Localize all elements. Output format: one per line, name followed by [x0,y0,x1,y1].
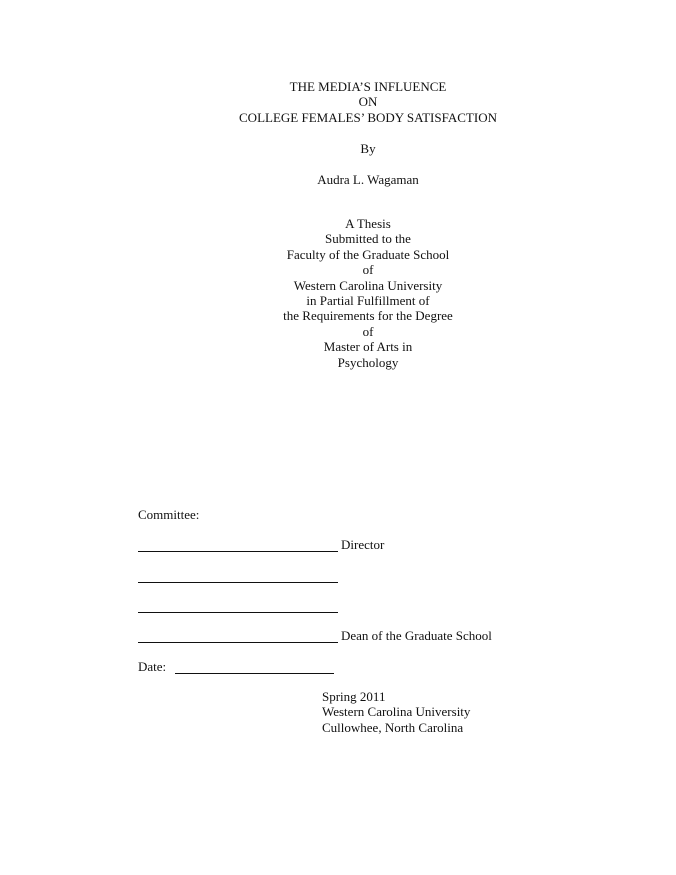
thesis-line: Master of Arts in [323,339,413,355]
footer-info [322,689,470,735]
title-line-3: COLLEGE FEMALES’ BODY SATISFACTION [239,109,497,125]
date-line [175,673,334,674]
director-role-label: Director [341,537,385,552]
thesis-line: the Requirements for the Degree [283,308,453,324]
footer-location: Cullowhee, North Carolina [322,719,464,735]
thesis-line: Western Carolina University [293,277,443,293]
thesis-line: A Thesis [345,216,391,231]
committee-label: Committee: [138,507,200,522]
thesis-line: in Partial Fulfillment of [306,293,430,309]
title-line-1: THE MEDIA’S INFLUENCE [289,79,447,94]
footer-term: Spring 2011 [322,689,386,704]
committee-member-signature-line [138,582,338,583]
committee-member-signature-line [138,612,338,613]
thesis-line: Submitted to the [325,231,411,247]
thesis-title [0,79,676,125]
dean-role-label: Dean of the Graduate School [341,628,492,643]
dean-signature-line [138,642,338,643]
thesis-line: of [362,323,374,339]
director-signature-line [138,551,338,552]
thesis-line: Faculty of the Graduate School [286,246,450,262]
date-label: Date: [138,659,167,674]
footer-institution: Western Carolina University [322,704,471,720]
thesis-line: Psychology [337,354,399,370]
title-line-2: ON [358,94,378,110]
by-label: By [360,141,376,156]
thesis-statement [0,216,676,370]
thesis-line: of [362,262,374,278]
author-name: Audra L. Wagaman [317,172,419,187]
